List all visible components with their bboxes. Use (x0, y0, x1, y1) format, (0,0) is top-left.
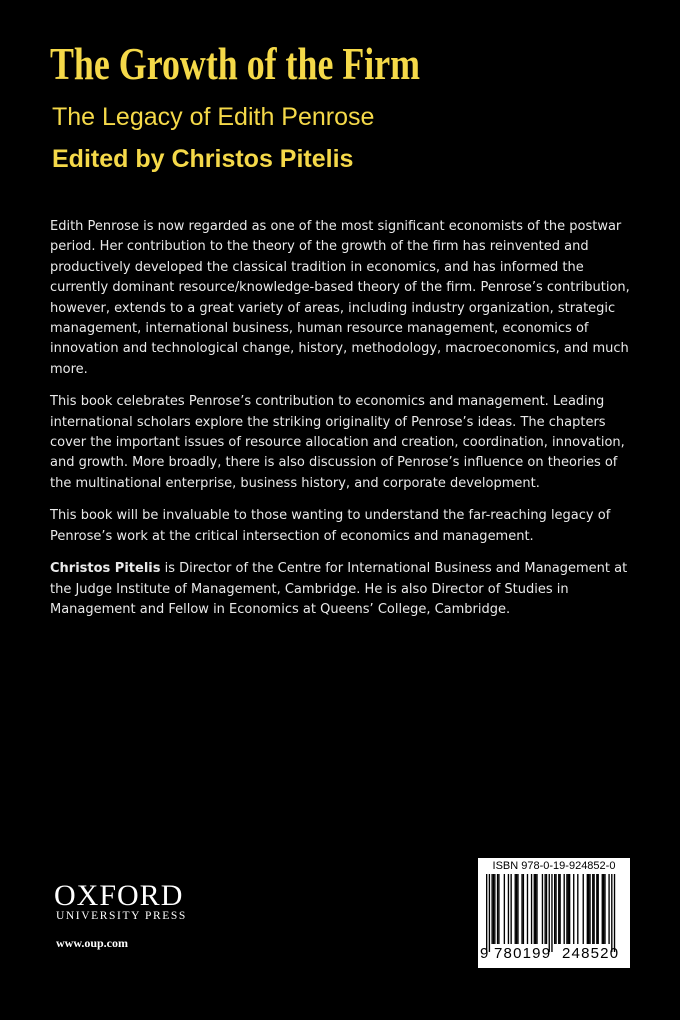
barcode-bar (604, 874, 605, 944)
blurb-paragraph-3: This book will be invaluable to those wanting to understand the far-reaching legacy of Penrose’s work at the critical intersection of economics and management. (50, 508, 611, 544)
barcode-bar (592, 874, 593, 944)
barcode-bar (551, 874, 552, 952)
barcode-bars (486, 874, 622, 952)
barcode-bar (523, 874, 524, 944)
editor-bio-text: is Director of the Centre for International Business and Management at the Judge Institute of Management, Cambridge. He is also Director of Studies in Management and Fellow in Economics at Queens’ College, Cambridge. (50, 561, 628, 617)
barcode-bar (555, 874, 556, 944)
barcode-bar (603, 874, 604, 944)
barcode-bar (536, 874, 537, 944)
barcode-bar (542, 874, 543, 944)
barcode-bar (596, 874, 597, 944)
isbn-label: ISBN 978-0-19-924852-0 (492, 860, 616, 872)
barcode-bar (587, 874, 588, 944)
barcode-bar (493, 874, 494, 944)
barcode-bar (593, 874, 594, 944)
blurb (50, 217, 640, 632)
barcode-bar (527, 874, 528, 944)
barcode-bar (602, 874, 603, 944)
barcode-bar (559, 874, 560, 944)
book-subtitle: The Legacy of Edith Penrose (52, 103, 375, 131)
barcode-bar (517, 874, 518, 944)
publisher-logo: OXFORD (54, 879, 184, 912)
barcode-bar (534, 874, 535, 944)
barcode-bar (531, 874, 532, 944)
editor-bio-name: Christos Pitelis (50, 561, 161, 577)
barcode-bar (598, 874, 599, 944)
barcode-bar (549, 874, 550, 952)
barcode-bar (544, 874, 545, 944)
barcode-lead-digit: 9 (480, 945, 489, 962)
barcode-bar (546, 874, 547, 944)
barcode (478, 858, 630, 968)
barcode-bar (577, 874, 578, 944)
barcode-bar (510, 874, 511, 944)
blurb-paragraph-1: Edith Penrose is now regarded as one of the most significant economists of the postwar period. Her contribution to the theory of the growth of the firm has reinvented and productively developed the classical tradition in economics, and has informed the currently dominant resource/knowledge-based theory of the firm. Penrose’s contribution, however, extends to a great variety of areas, including industry organization, strategic management, international business, human resource management, economics of innovation and technological change, history, methodology, macroeconomics, and much more. (50, 219, 630, 377)
barcode-bar (558, 874, 559, 944)
barcode-bar (614, 874, 615, 952)
barcode-bar (515, 874, 516, 944)
publisher-url: www.oup.com (56, 936, 129, 950)
barcode-group-2: 248520 (562, 945, 620, 962)
barcode-bar (583, 874, 584, 944)
barcode-bar (569, 874, 570, 944)
barcode-bar (588, 874, 589, 944)
barcode-bar (568, 874, 569, 944)
barcode-group-1: 780199 (494, 945, 552, 962)
publisher-subline: UNIVERSITY PRESS (56, 910, 187, 922)
barcode-bar (608, 874, 609, 944)
barcode-bar (554, 874, 555, 944)
barcode-bar (564, 874, 565, 944)
barcode-bar (494, 874, 495, 944)
barcode-bar (573, 874, 574, 944)
barcode-bar (486, 874, 487, 952)
barcode-bar (521, 874, 522, 944)
barcode-bar (535, 874, 536, 944)
editor-bio (50, 559, 640, 620)
barcode-bar (489, 874, 490, 952)
blurb-paragraph-2: This book celebrates Penrose’s contribution to economics and management. Leading international scholars explore the striking originality of Penrose’s ideas. The chapters cover the important issues of resource allocation and creation, coordination, innovation, and growth. More broadly, there is also discussion of Penrose’s influence on theories of the multinational enterprise, business history, and corporate development. (50, 394, 625, 491)
book-title: The Growth of the Firm (50, 38, 421, 89)
barcode-bar (589, 874, 590, 944)
barcode-bar (497, 874, 498, 944)
barcode-bar (498, 874, 499, 944)
barcode-bar (508, 874, 509, 944)
editor-credit: Edited by Christos Pitelis (52, 145, 354, 173)
barcode-bar (504, 874, 505, 944)
barcode-bar (611, 874, 612, 952)
barcode-bar (566, 874, 567, 944)
barcode-bar (491, 874, 492, 944)
barcode-bar (516, 874, 517, 944)
